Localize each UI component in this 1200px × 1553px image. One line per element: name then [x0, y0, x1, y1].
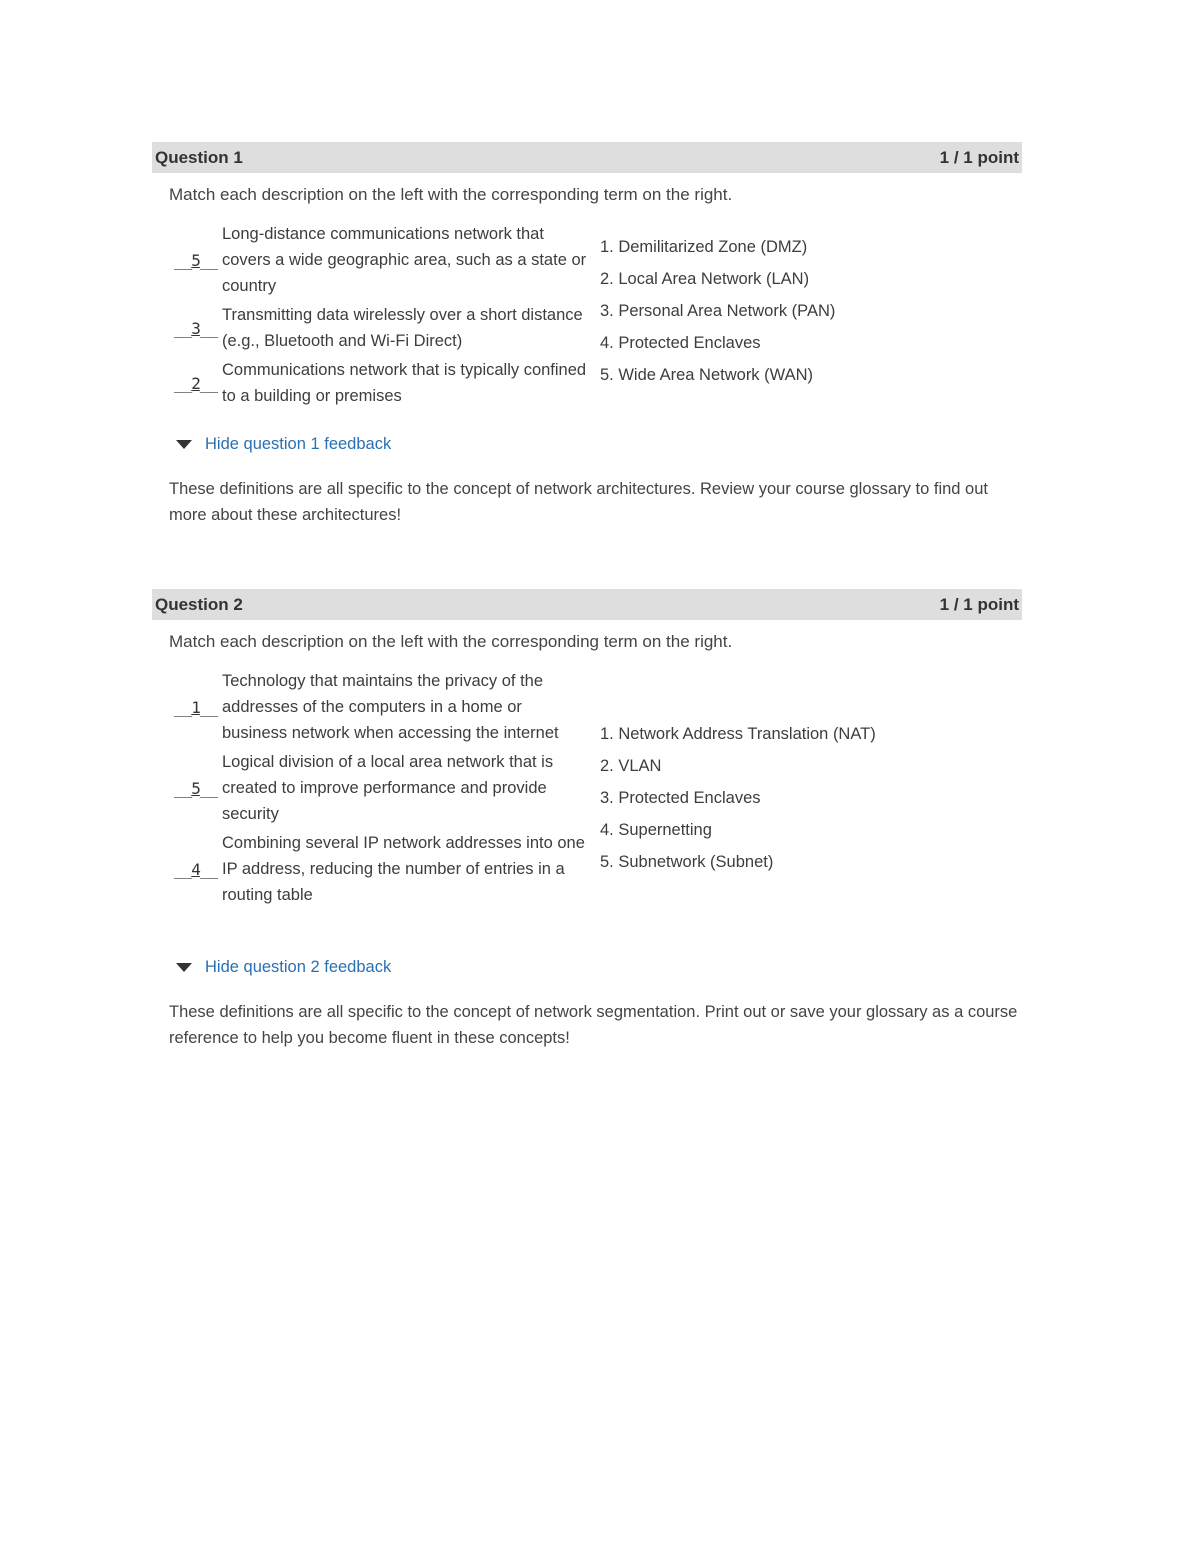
term-item: 4. Supernetting	[600, 821, 712, 839]
question-header	[152, 142, 1022, 173]
question-prompt: Match each description on the left with the corresponding term on the right.	[169, 185, 733, 204]
matching-area	[152, 221, 1022, 415]
question-title: Question 2	[155, 594, 243, 614]
hide-feedback-toggle[interactable]	[176, 958, 1022, 977]
feedback-text: These definitions are all specific to the concept of network segmentation. Print out or save your glossary as a course reference to help you become fluent in these concepts!	[169, 1003, 1018, 1047]
terms-list	[600, 718, 876, 878]
match-description: Transmitting data wirelessly over a short distance (e.g., Bluetooth and Wi-Fi Direct)	[222, 306, 583, 350]
match-row	[174, 830, 594, 908]
hide-feedback-toggle[interactable]	[176, 435, 1022, 454]
descriptions-column	[174, 221, 594, 412]
question-prompt: Match each description on the left with the corresponding term on the right.	[169, 632, 733, 651]
question-1	[152, 142, 1022, 528]
terms-list	[600, 231, 835, 391]
matching-area	[152, 668, 1022, 938]
match-description: Logical division of a local area network that is created to improve performance and provide security	[222, 753, 554, 823]
match-row	[174, 668, 594, 746]
match-row	[174, 302, 594, 354]
term-item: 3. Protected Enclaves	[600, 789, 761, 807]
term-item: 2. Local Area Network (LAN)	[600, 270, 810, 288]
term-item: 4. Protected Enclaves	[600, 334, 761, 352]
hide-feedback-link[interactable]: Hide question 2 feedback	[205, 958, 392, 976]
term-item: 3. Personal Area Network (PAN)	[600, 302, 836, 320]
question-2	[152, 589, 1022, 1051]
selected-answer[interactable]: __4__	[174, 859, 218, 879]
caret-down-icon	[176, 963, 192, 972]
question-score: 1 / 1 point	[939, 594, 1019, 614]
hide-feedback-link[interactable]: Hide question 1 feedback	[205, 435, 392, 453]
term-item: 1. Network Address Translation (NAT)	[600, 725, 876, 743]
selected-answer[interactable]: __5__	[174, 778, 218, 798]
match-description: Communications network that is typically confined to a building or premises	[222, 361, 587, 405]
match-row	[174, 357, 594, 409]
match-description: Long-distance communications network that covers a wide geographic area, such as a state or country	[222, 225, 587, 295]
match-row	[174, 749, 594, 827]
selected-answer[interactable]: __3__	[174, 318, 218, 338]
selected-answer[interactable]: __1__	[174, 697, 218, 717]
question-score: 1 / 1 point	[939, 147, 1019, 167]
question-header	[152, 589, 1022, 620]
selected-answer[interactable]: __5__	[174, 250, 218, 270]
term-item: 2. VLAN	[600, 757, 662, 775]
match-description: Technology that maintains the privacy of the addresses of the computers in a home or business network when accessing the internet	[222, 672, 559, 742]
match-description: Combining several IP network addresses into one IP address, reducing the number of entries in a routing table	[222, 834, 585, 904]
term-item: 1. Demilitarized Zone (DMZ)	[600, 238, 808, 256]
question-title: Question 1	[155, 147, 243, 167]
selected-answer[interactable]: __2__	[174, 373, 218, 393]
feedback-text: These definitions are all specific to the concept of network architectures. Review your course glossary to find out more about these architectures!	[169, 480, 988, 524]
caret-down-icon	[176, 440, 192, 449]
term-item: 5. Subnetwork (Subnet)	[600, 853, 774, 871]
descriptions-column	[174, 668, 594, 911]
match-row	[174, 221, 594, 299]
term-item: 5. Wide Area Network (WAN)	[600, 366, 814, 384]
